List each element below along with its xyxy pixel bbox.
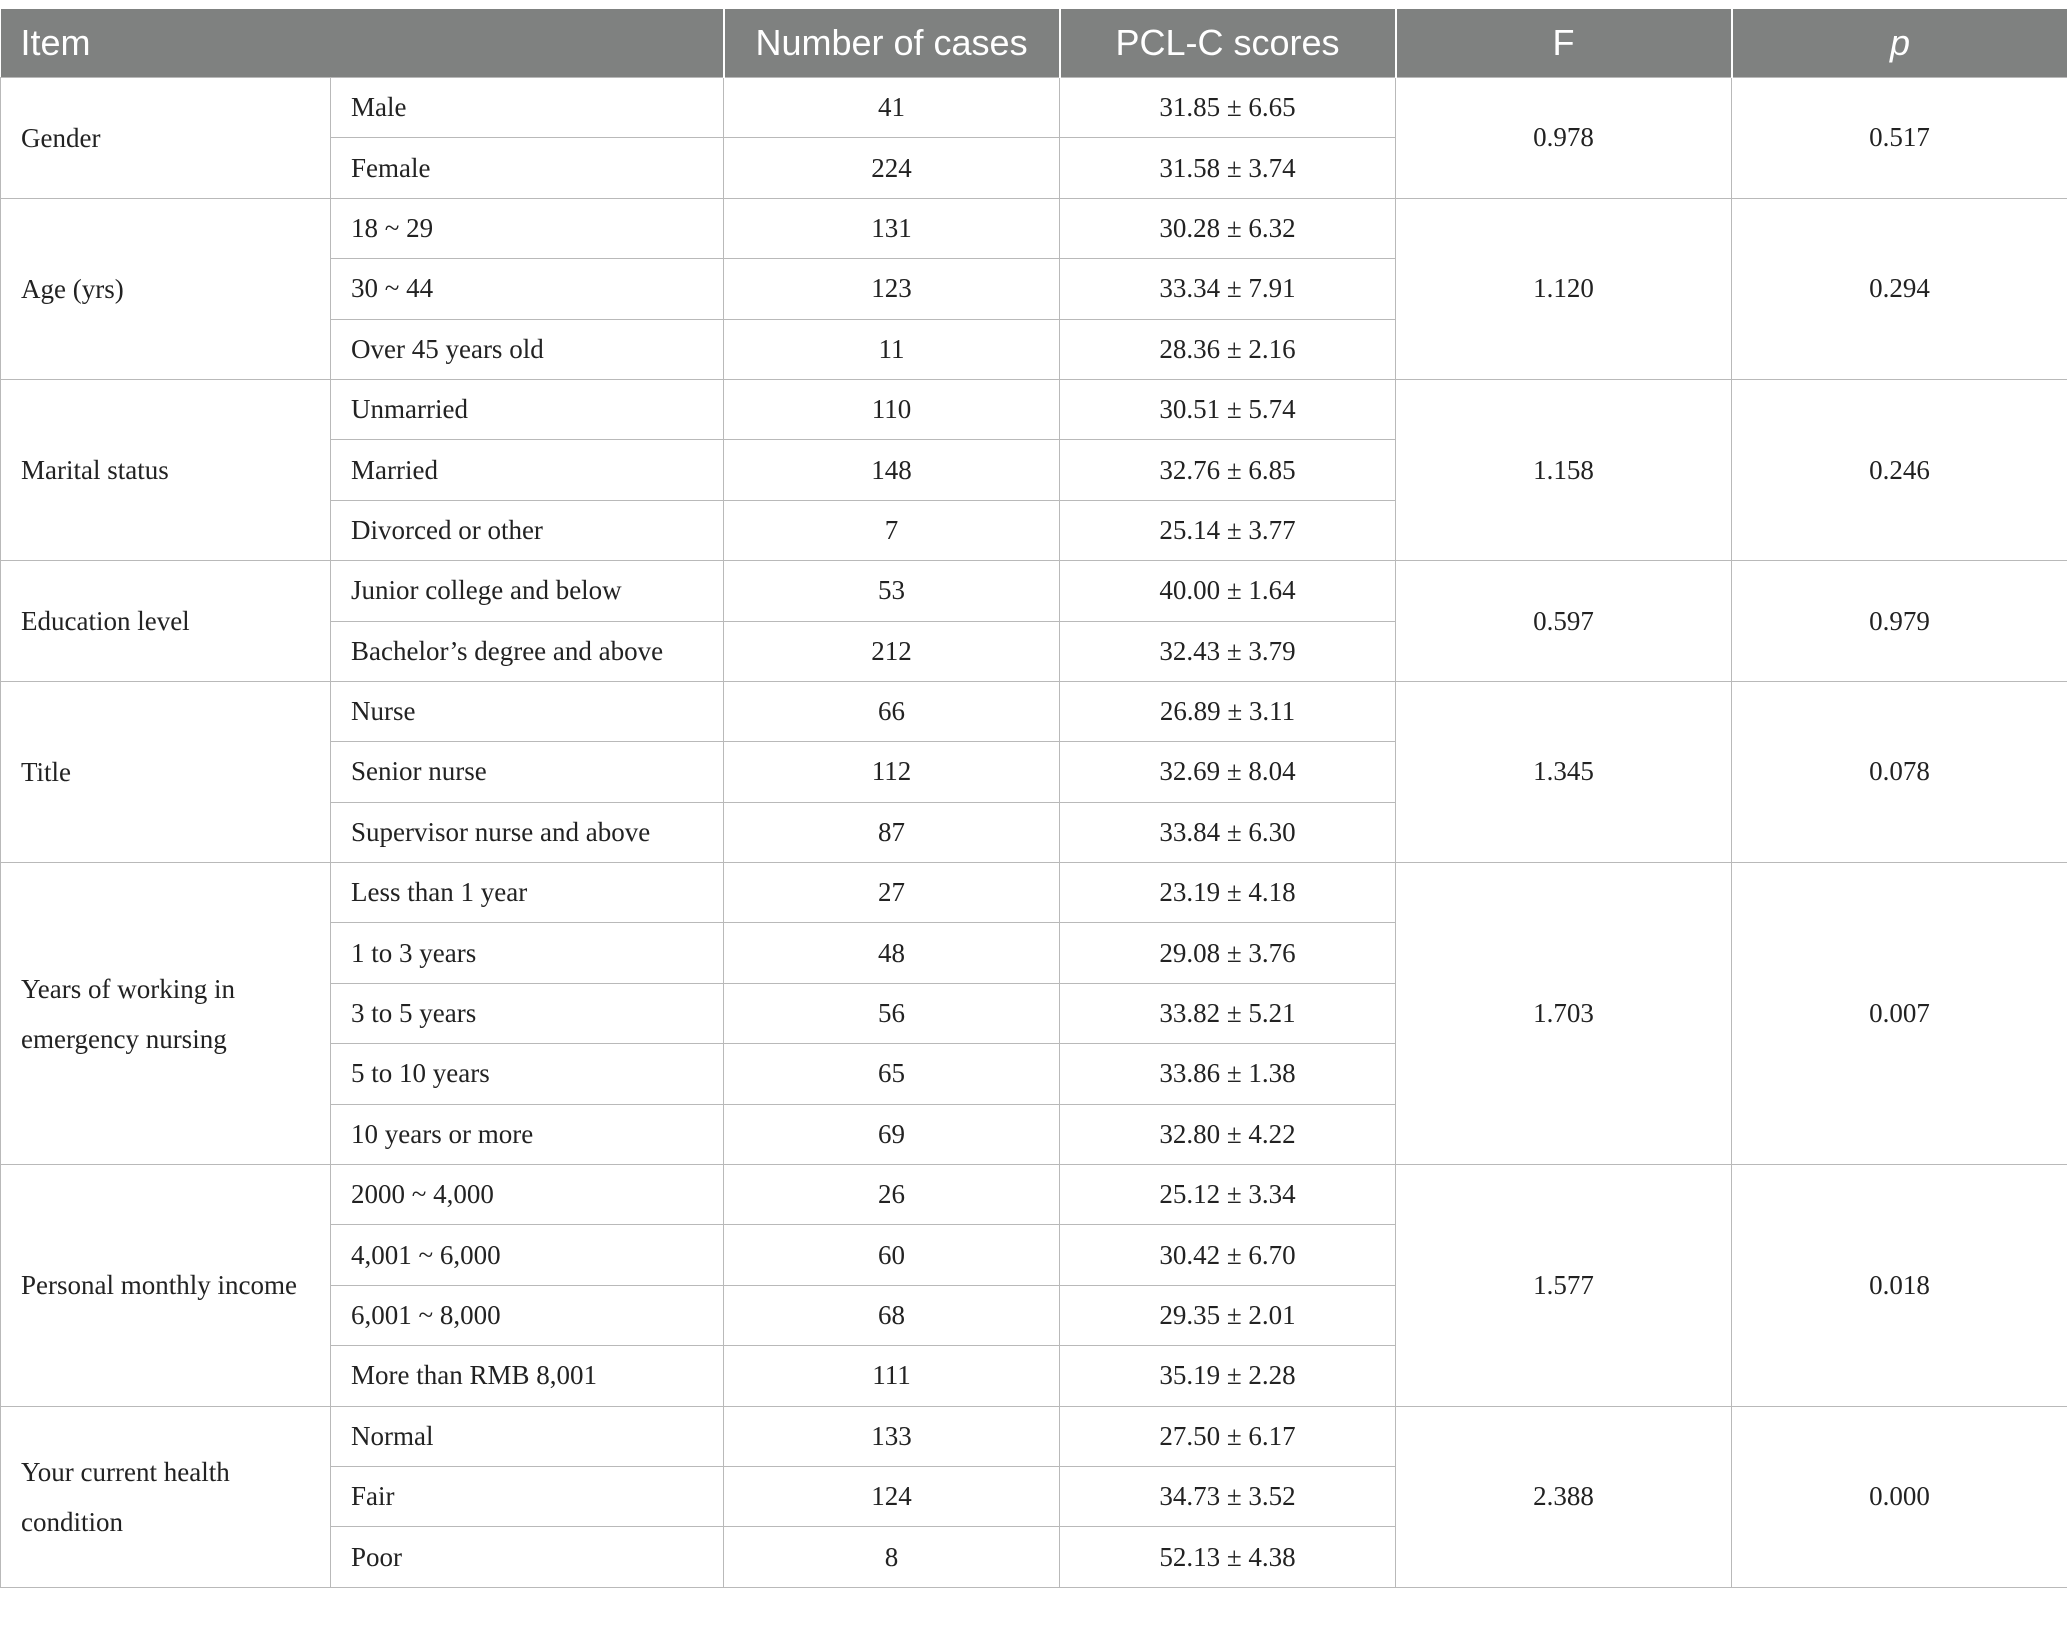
cases-cell: 8 (724, 1527, 1060, 1587)
subgroup-cell: Nurse (331, 681, 724, 741)
f-value-cell: 1.120 (1396, 198, 1732, 379)
cases-cell: 41 (724, 78, 1060, 138)
score-cell: 25.12 ± 3.34 (1060, 1165, 1396, 1225)
p-value-cell: 0.246 (1732, 379, 2067, 560)
p-value-cell: 0.000 (1732, 1406, 2067, 1587)
table-container (0, 9, 2067, 1588)
header-cases: Number of cases (724, 9, 1060, 78)
subgroup-cell: 5 to 10 years (331, 1044, 724, 1104)
subgroup-cell: Normal (331, 1406, 724, 1466)
p-value-cell: 0.979 (1732, 561, 2067, 682)
score-cell: 31.85 ± 6.65 (1060, 78, 1396, 138)
subgroup-cell: Senior nurse (331, 742, 724, 802)
header-f: F (1396, 9, 1732, 78)
subgroup-cell: 2000 ~ 4,000 (331, 1165, 724, 1225)
score-cell: 29.35 ± 2.01 (1060, 1285, 1396, 1345)
subgroup-cell: Unmarried (331, 379, 724, 439)
subgroup-cell: Married (331, 440, 724, 500)
table-row (1, 1165, 2067, 1225)
table-row (1, 198, 2067, 258)
subgroup-cell: Poor (331, 1527, 724, 1587)
score-cell: 33.82 ± 5.21 (1060, 983, 1396, 1043)
header-item: Item (1, 9, 724, 78)
table-row (1, 379, 2067, 439)
header-scores: PCL-C scores (1060, 9, 1396, 78)
cases-cell: 7 (724, 500, 1060, 560)
table-row (1, 1406, 2067, 1466)
table-body (1, 78, 2067, 1588)
p-value-cell: 0.517 (1732, 78, 2067, 199)
score-cell: 52.13 ± 4.38 (1060, 1527, 1396, 1587)
header-row (1, 9, 2067, 78)
cases-cell: 131 (724, 198, 1060, 258)
score-cell: 28.36 ± 2.16 (1060, 319, 1396, 379)
subgroup-cell: 6,001 ~ 8,000 (331, 1285, 724, 1345)
subgroup-cell: Fair (331, 1466, 724, 1526)
header-p: p (1732, 9, 2067, 78)
score-cell: 25.14 ± 3.77 (1060, 500, 1396, 560)
cases-cell: 111 (724, 1346, 1060, 1406)
cases-cell: 112 (724, 742, 1060, 802)
subgroup-cell: Male (331, 78, 724, 138)
subgroup-cell: Divorced or other (331, 500, 724, 560)
group-label: Title (1, 681, 331, 862)
subgroup-cell: 10 years or more (331, 1104, 724, 1164)
table-row (1, 681, 2067, 741)
cases-cell: 110 (724, 379, 1060, 439)
group-label: Your current health condition (1, 1406, 331, 1587)
score-cell: 32.80 ± 4.22 (1060, 1104, 1396, 1164)
score-cell: 23.19 ± 4.18 (1060, 863, 1396, 923)
cases-cell: 66 (724, 681, 1060, 741)
cases-cell: 69 (724, 1104, 1060, 1164)
subgroup-cell: Over 45 years old (331, 319, 724, 379)
p-value-cell: 0.294 (1732, 198, 2067, 379)
subgroup-cell: More than RMB 8,001 (331, 1346, 724, 1406)
cases-cell: 60 (724, 1225, 1060, 1285)
subgroup-cell: 4,001 ~ 6,000 (331, 1225, 724, 1285)
score-cell: 30.28 ± 6.32 (1060, 198, 1396, 258)
group-label: Education level (1, 561, 331, 682)
cases-cell: 212 (724, 621, 1060, 681)
p-value-cell: 0.078 (1732, 681, 2067, 862)
score-cell: 34.73 ± 3.52 (1060, 1466, 1396, 1526)
f-value-cell: 0.597 (1396, 561, 1732, 682)
cases-cell: 68 (724, 1285, 1060, 1345)
cases-cell: 27 (724, 863, 1060, 923)
score-cell: 30.42 ± 6.70 (1060, 1225, 1396, 1285)
score-cell: 32.69 ± 8.04 (1060, 742, 1396, 802)
score-cell: 31.58 ± 3.74 (1060, 138, 1396, 198)
cases-cell: 65 (724, 1044, 1060, 1104)
subgroup-cell: 3 to 5 years (331, 983, 724, 1043)
table-row (1, 561, 2067, 621)
table-row (1, 78, 2067, 138)
cases-cell: 48 (724, 923, 1060, 983)
p-value-cell: 0.007 (1732, 863, 2067, 1165)
group-label: Personal monthly income (1, 1165, 331, 1407)
f-value-cell: 0.978 (1396, 78, 1732, 199)
score-cell: 33.84 ± 6.30 (1060, 802, 1396, 862)
cases-cell: 11 (724, 319, 1060, 379)
f-value-cell: 1.703 (1396, 863, 1732, 1165)
group-label: Age (yrs) (1, 198, 331, 379)
cases-cell: 148 (724, 440, 1060, 500)
subgroup-cell: 18 ~ 29 (331, 198, 724, 258)
f-value-cell: 1.158 (1396, 379, 1732, 560)
cases-cell: 53 (724, 561, 1060, 621)
score-cell: 29.08 ± 3.76 (1060, 923, 1396, 983)
cases-cell: 224 (724, 138, 1060, 198)
score-cell: 32.76 ± 6.85 (1060, 440, 1396, 500)
f-value-cell: 1.577 (1396, 1165, 1732, 1407)
cases-cell: 133 (724, 1406, 1060, 1466)
f-value-cell: 2.388 (1396, 1406, 1732, 1587)
p-value-cell: 0.018 (1732, 1165, 2067, 1407)
score-cell: 33.34 ± 7.91 (1060, 259, 1396, 319)
subgroup-cell: Junior college and below (331, 561, 724, 621)
score-cell: 40.00 ± 1.64 (1060, 561, 1396, 621)
cases-cell: 56 (724, 983, 1060, 1043)
group-label: Years of working in emergency nursing (1, 863, 331, 1165)
f-value-cell: 1.345 (1396, 681, 1732, 862)
score-cell: 30.51 ± 5.74 (1060, 379, 1396, 439)
score-cell: 33.86 ± 1.38 (1060, 1044, 1396, 1104)
cases-cell: 87 (724, 802, 1060, 862)
score-cell: 32.43 ± 3.79 (1060, 621, 1396, 681)
subgroup-cell: Bachelor’s degree and above (331, 621, 724, 681)
subgroup-cell: Supervisor nurse and above (331, 802, 724, 862)
group-label: Marital status (1, 379, 331, 560)
data-table (0, 9, 2067, 1588)
table-header (1, 9, 2067, 78)
group-label: Gender (1, 78, 331, 199)
subgroup-cell: 30 ~ 44 (331, 259, 724, 319)
cases-cell: 26 (724, 1165, 1060, 1225)
subgroup-cell: Female (331, 138, 724, 198)
table-row (1, 863, 2067, 923)
subgroup-cell: Less than 1 year (331, 863, 724, 923)
score-cell: 26.89 ± 3.11 (1060, 681, 1396, 741)
score-cell: 27.50 ± 6.17 (1060, 1406, 1396, 1466)
score-cell: 35.19 ± 2.28 (1060, 1346, 1396, 1406)
subgroup-cell: 1 to 3 years (331, 923, 724, 983)
cases-cell: 123 (724, 259, 1060, 319)
cases-cell: 124 (724, 1466, 1060, 1526)
